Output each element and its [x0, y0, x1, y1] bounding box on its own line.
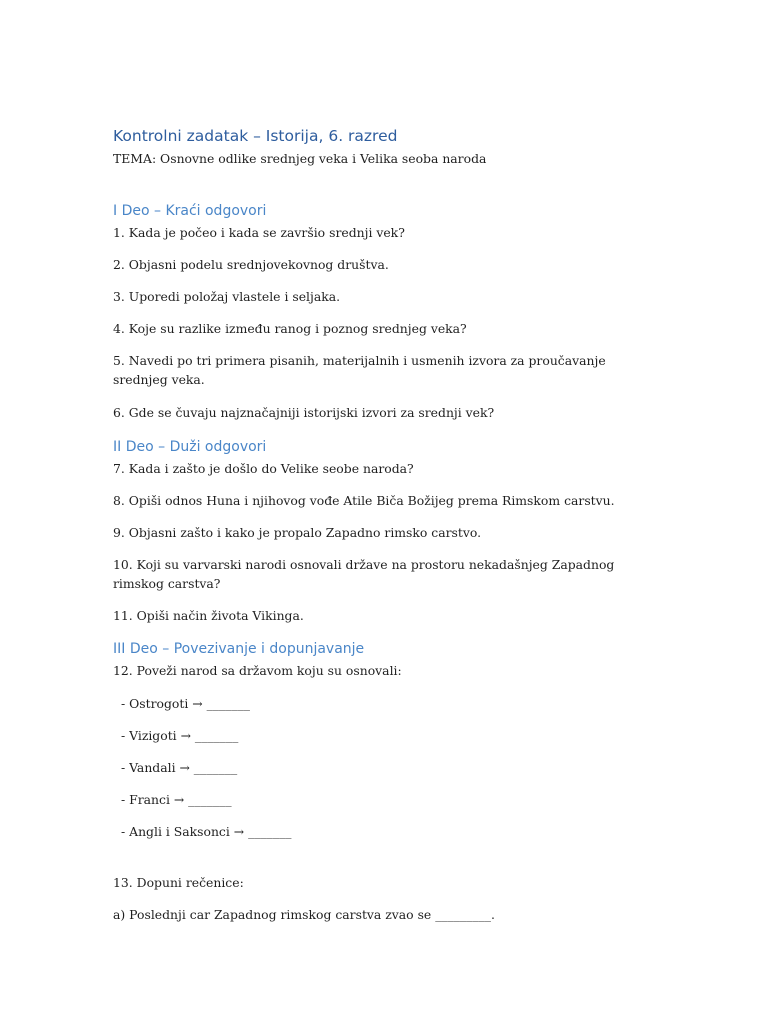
- section-heading-3: III Deo – Povezivanje i dopunjavanje: [113, 641, 365, 657]
- fill-item-a: a) Poslednji car Zapadnog rimskog carstva zvao se _________.: [113, 907, 495, 922]
- match-item-franci: - Franci → _______: [121, 792, 232, 807]
- question-2: 2. Objasni podelu srednjovekovnog društva.: [113, 257, 389, 272]
- document-title: Kontrolni zadatak – Istorija, 6. razred: [113, 127, 398, 145]
- question-1: 1. Kada je počeo i kada se završio srednji vek?: [113, 225, 405, 240]
- question-6: 6. Gde se čuvaju najznačajniji istorijski izvori za srednji vek?: [113, 405, 495, 420]
- document-theme: TEMA: Osnovne odlike srednjeg veka i Velika seoba naroda: [113, 151, 487, 166]
- section-heading-2: II Deo – Duži odgovori: [113, 439, 267, 455]
- question-9: 9. Objasni zašto i kako je propalo Zapadno rimsko carstvo.: [113, 525, 482, 540]
- question-13: 13. Dopuni rečenice:: [113, 875, 244, 890]
- question-10: 10. Koji su varvarski narodi osnovali države na prostoru nekadašnjeg Zapadnog rimskog carstva?: [113, 557, 615, 591]
- match-item-vandali: - Vandali → _______: [121, 760, 238, 775]
- match-item-ostrogoti: - Ostrogoti → _______: [121, 696, 250, 711]
- question-7: 7. Kada i zašto je došlo do Velike seobe naroda?: [113, 461, 414, 476]
- question-11: 11. Opiši način života Vikinga.: [113, 608, 304, 623]
- section-heading-1: I Deo – Kraći odgovori: [113, 203, 267, 219]
- match-item-vizigoti: - Vizigoti → _______: [121, 728, 239, 743]
- question-8: 8. Opiši odnos Huna i njihovog vođe Atile Biča Božijeg prema Rimskom carstvu.: [113, 493, 615, 508]
- question-12: 12. Poveži narod sa državom koju su osnovali:: [113, 663, 402, 678]
- question-3: 3. Uporedi položaj vlastele i seljaka.: [113, 289, 341, 304]
- match-item-angli-saksonci: - Angli i Saksonci → _______: [121, 824, 292, 839]
- question-5: 5. Navedi po tri primera pisanih, materijalnih i usmenih izvora za proučavanje srednjeg veka.: [113, 353, 606, 387]
- question-4: 4. Koje su razlike između ranog i poznog srednjeg veka?: [113, 321, 467, 336]
